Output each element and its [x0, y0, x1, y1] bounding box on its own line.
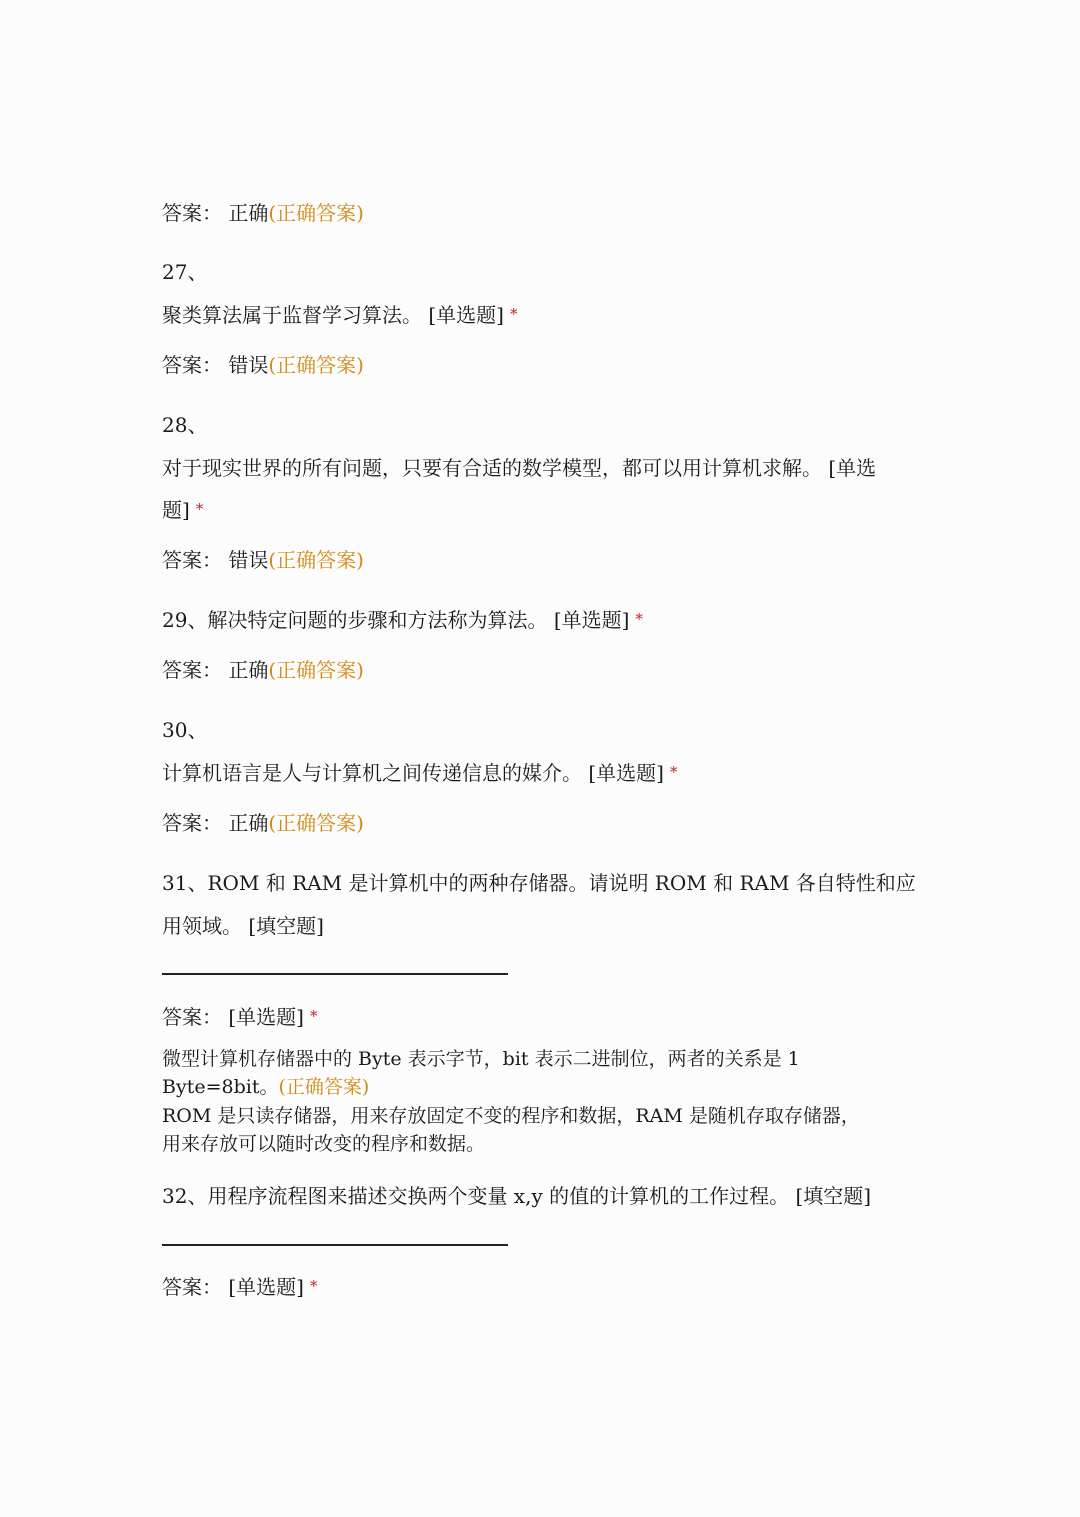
- question-number: 29、: [162, 608, 208, 632]
- question-text-cont: 用领域。: [162, 914, 242, 938]
- required-marker: *: [195, 500, 204, 518]
- correct-answer-tag: (正确答案): [268, 811, 364, 835]
- answer-label: 答案：: [162, 1005, 222, 1029]
- question-type: [填空题]: [795, 1184, 872, 1208]
- question-text: 对于现实世界的所有问题，只要有合适的数学模型，都可以用计算机求解。: [162, 456, 822, 480]
- question-27-number: 27、: [162, 260, 208, 284]
- required-marker: *: [309, 1277, 318, 1295]
- question-text: 用程序流程图来描述交换两个变量 x,y 的值的计算机的工作过程。: [207, 1184, 790, 1208]
- answer-label: 答案：: [162, 201, 222, 225]
- option-text: Byte=8bit。: [162, 1076, 279, 1098]
- answer-28: [162, 546, 364, 574]
- question-28-line-2: [162, 496, 203, 526]
- answer-label: 答案：: [162, 811, 222, 835]
- question-text: 解决特定问题的步骤和方法称为算法。: [207, 608, 548, 632]
- answer-label: 答案：: [162, 1275, 222, 1299]
- correct-answer-tag: (正确答案): [268, 548, 364, 572]
- answer-label: 答案：: [162, 658, 222, 682]
- question-30-number: 30、: [162, 718, 208, 742]
- question-type: [单选题]: [553, 608, 630, 632]
- question-text: 计算机语言是人与计算机之间传递信息的媒介。: [162, 761, 582, 785]
- answer-value: 正确: [228, 658, 269, 682]
- question-29: [162, 606, 643, 636]
- required-marker: *: [635, 610, 643, 628]
- question-type: [单选题]: [428, 303, 504, 327]
- answer-value: 错误: [228, 353, 269, 377]
- answer-label: 答案：: [162, 548, 222, 572]
- question-31-line-1: [162, 869, 916, 897]
- answer-blank-line-31[interactable]: [162, 973, 508, 975]
- required-marker: *: [509, 305, 518, 323]
- question-type: [单选题]: [588, 761, 664, 785]
- answer-32: [162, 1273, 317, 1303]
- question-28-line-1: [162, 454, 876, 482]
- question-type: [单选: [828, 456, 877, 480]
- question-type-cont: 题]: [162, 498, 190, 522]
- required-marker: *: [309, 1007, 318, 1025]
- answer-26: [162, 199, 364, 227]
- question-31-line-2: [162, 912, 324, 940]
- question-text: 聚类算法属于监督学习算法。: [162, 303, 422, 327]
- answer-31-option-1-line-1: 微型计算机存储器中的 Byte 表示字节，bit 表示二进制位，两者的关系是 1: [162, 1048, 800, 1070]
- required-marker: *: [669, 763, 678, 781]
- answer-blank-line-32[interactable]: [162, 1244, 508, 1246]
- answer-29: [162, 656, 364, 684]
- answer-type: [单选题]: [228, 1275, 304, 1299]
- correct-answer-tag: (正确答案): [268, 658, 364, 682]
- answer-label: 答案：: [162, 353, 222, 377]
- answer-value: 正确: [228, 201, 269, 225]
- answer-27: [162, 351, 364, 379]
- answer-value: 正确: [228, 811, 269, 835]
- answer-value: 错误: [228, 548, 269, 572]
- question-28-number: 28、: [162, 413, 208, 437]
- answer-31: [162, 1003, 317, 1033]
- answer-31-option-2-line-2: 用来存放可以随时改变的程序和数据。: [162, 1133, 486, 1155]
- correct-answer-tag: (正确答案): [268, 201, 364, 225]
- answer-31-option-2-line-1: ROM 是只读存储器，用来存放固定不变的程序和数据，RAM 是随机存取存储器，: [162, 1105, 860, 1127]
- correct-answer-tag: (正确答案): [268, 353, 364, 377]
- question-27: [162, 301, 517, 331]
- question-number: 31、: [162, 871, 208, 895]
- correct-answer-tag: (正确答案): [278, 1076, 370, 1098]
- question-type: [填空题]: [248, 914, 324, 938]
- question-text: ROM 和 RAM 是计算机中的两种存储器。请说明 ROM 和 RAM 各自特性和应: [207, 871, 916, 895]
- answer-30: [162, 809, 364, 837]
- answer-31-option-1-line-2: [162, 1073, 369, 1101]
- question-32: [162, 1182, 871, 1210]
- answer-type: [单选题]: [228, 1005, 304, 1029]
- question-30: [162, 759, 677, 789]
- question-number: 32、: [162, 1184, 208, 1208]
